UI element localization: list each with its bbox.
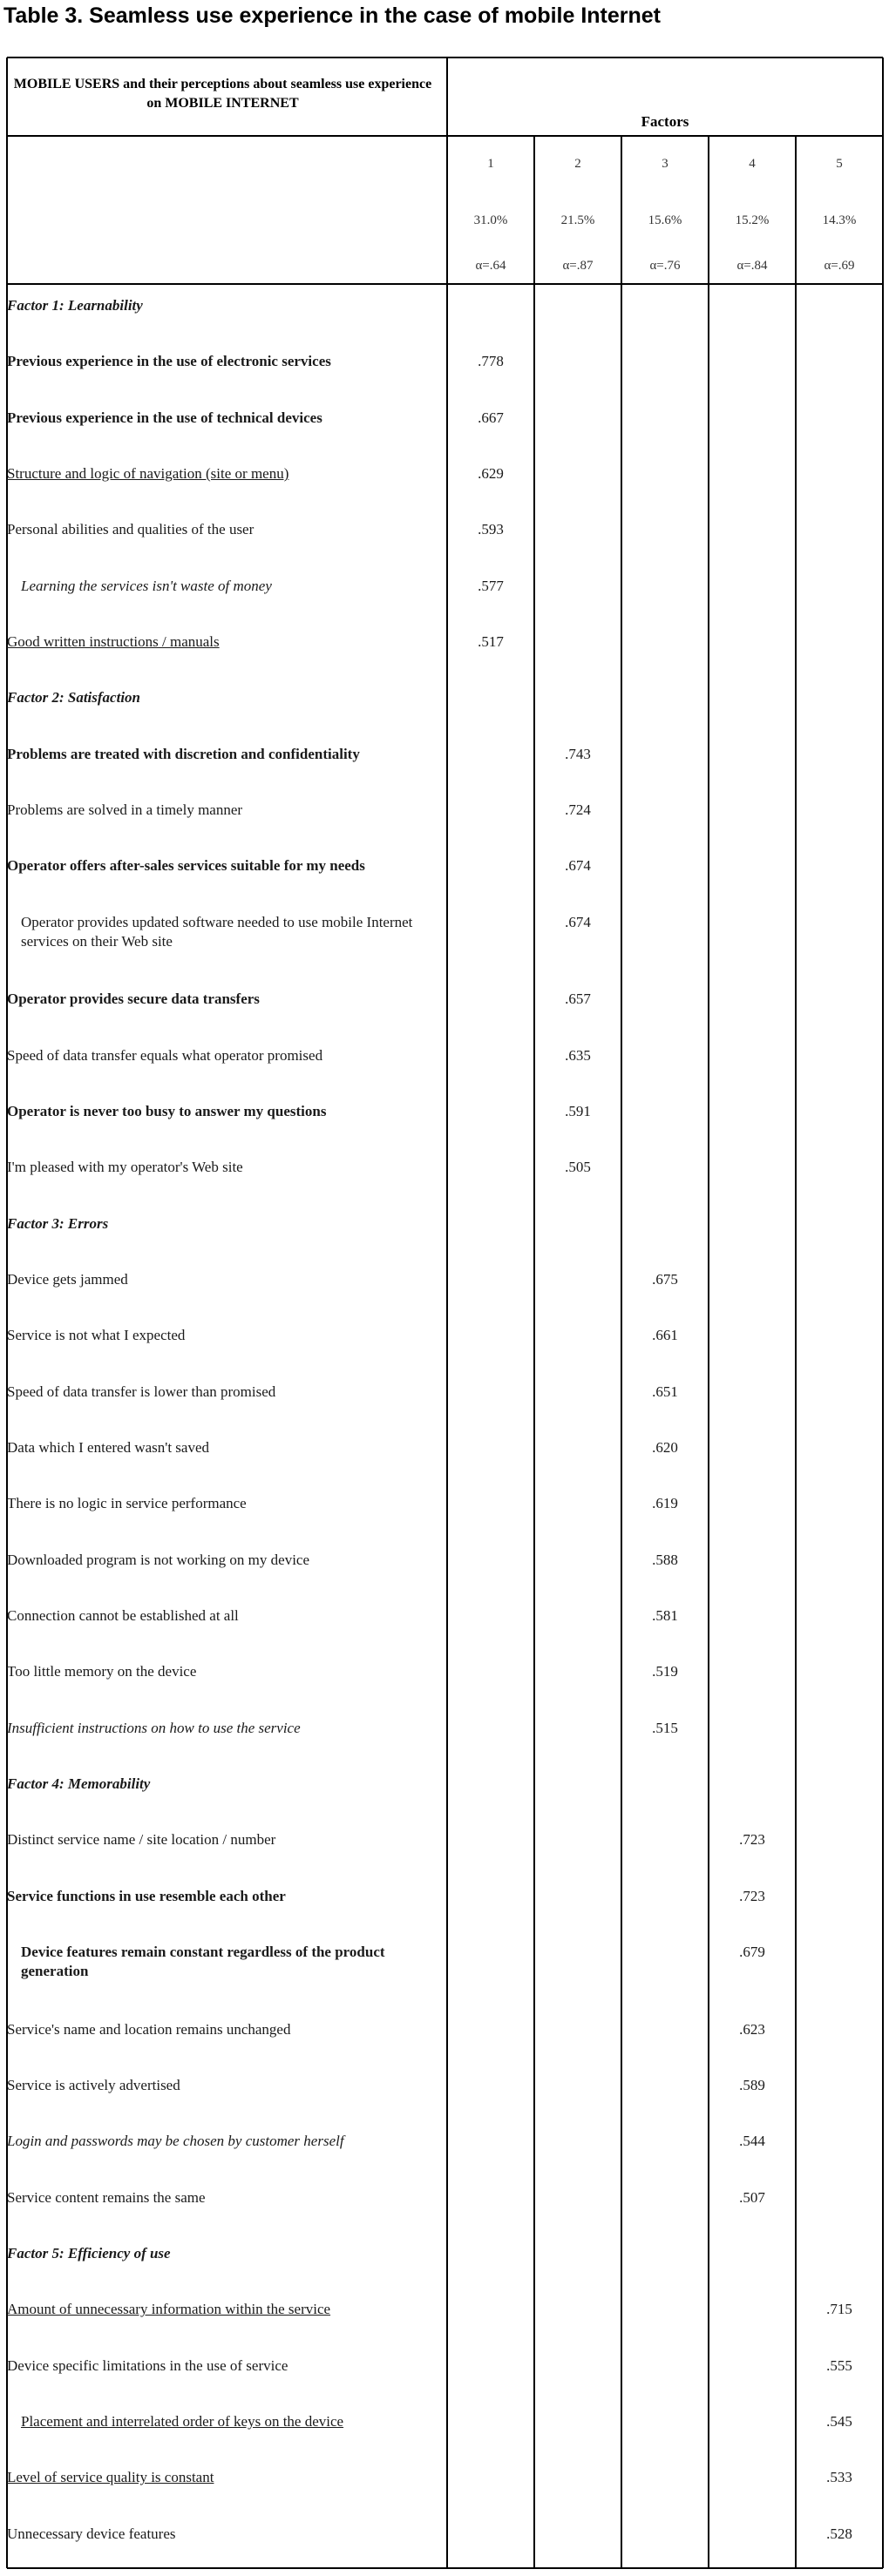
row-label: Problems are solved in a timely manner: [7, 801, 243, 819]
header-col-4-num: 4: [749, 157, 756, 171]
loading-value: .545: [826, 2412, 852, 2430]
loading-value: .778: [478, 353, 504, 370]
factor-heading: Factor 2: Satisfaction: [7, 689, 141, 707]
row-label: Personal abilities and qualities of the user: [7, 521, 254, 538]
header-col-5-variance: 14.3%: [822, 213, 857, 227]
loading-value: .507: [739, 2188, 765, 2206]
header-col-2-variance: 21.5%: [560, 213, 595, 227]
row-label: Good written instructions / manuals: [7, 633, 220, 651]
loading-value: .651: [652, 1383, 678, 1400]
row-label: Previous experience in the use of technical devices: [7, 409, 322, 426]
row-label: Unnecessary device features: [7, 2525, 176, 2542]
header-col-1-num: 1: [487, 157, 494, 171]
row-label: Placement and interrelated order of keys on the device: [21, 2412, 344, 2430]
row-label: Data which I entered wasn't saved: [7, 1439, 209, 1456]
row-label: Previous experience in the use of electronic services: [7, 353, 331, 370]
factor-heading: Factor 4: Memorability: [7, 1775, 151, 1793]
row-label: Login and passwords may be chosen by customer herself: [7, 2133, 344, 2150]
row-label: Operator provides updated software needed to use mobile Internet services on their Web site: [21, 913, 413, 950]
loading-value: .515: [652, 1719, 678, 1736]
loading-value: .591: [565, 1102, 591, 1119]
row-label: Learning the services isn't waste of money: [21, 577, 272, 594]
table-title: Table 3. Seamless use experience in the case of mobile Internet: [3, 3, 662, 28]
loading-value: .743: [565, 745, 591, 762]
loading-value: .667: [478, 409, 504, 426]
header-col-5-num: 5: [836, 157, 843, 171]
loading-value: .555: [826, 2356, 852, 2374]
loading-value: .674: [565, 857, 591, 875]
row-label: Operator provides secure data transfers: [7, 991, 260, 1008]
header-col-2-num: 2: [574, 157, 581, 171]
loading-value: .635: [565, 1046, 591, 1064]
loading-value: .519: [652, 1663, 678, 1680]
row-label: Operator is never too busy to answer my questions: [7, 1102, 327, 1119]
loading-value: .589: [739, 2076, 765, 2093]
header-col-3-alpha: α=.76: [649, 259, 681, 273]
row-label: Amount of unnecessary information within the service: [7, 2301, 331, 2318]
row-label: Insufficient instructions on how to use the service: [7, 1719, 301, 1736]
header-col-3-num: 3: [662, 157, 668, 171]
row-label: Service is actively advertised: [7, 2076, 180, 2093]
row-label: Structure and logic of navigation (site or menu): [7, 465, 289, 483]
loading-value: .577: [478, 577, 504, 594]
row-label: There is no logic in service performance: [7, 1495, 247, 1512]
row-label: Distinct service name / site location / number: [7, 1831, 276, 1849]
loading-value: .723: [739, 1831, 765, 1849]
row-label: Device gets jammed: [7, 1270, 128, 1288]
loading-value: .623: [739, 2020, 765, 2038]
loading-value: .629: [478, 465, 504, 483]
header-col-3-variance: 15.6%: [648, 213, 682, 227]
row-label: Service functions in use resemble each other: [7, 1887, 286, 1904]
row-label: I'm pleased with my operator's Web site: [7, 1159, 243, 1176]
factor-heading: Factor 3: Errors: [7, 1214, 109, 1232]
header-col-4-alpha: α=.84: [736, 259, 768, 273]
row-label: Device features remain constant regardless of the product generation: [21, 1944, 385, 1980]
factor-heading: Factor 5: Efficiency of use: [7, 2244, 171, 2262]
loading-value: .581: [652, 1607, 678, 1625]
loading-value: .619: [652, 1495, 678, 1512]
loading-value: .620: [652, 1439, 678, 1456]
loading-value: .674: [565, 913, 591, 930]
loading-value: .715: [826, 2301, 852, 2318]
row-label: Downloaded program is not working on my device: [7, 1551, 310, 1568]
header-col-1-alpha: α=.64: [475, 259, 506, 273]
row-label: Service's name and location remains unchanged: [7, 2020, 291, 2038]
loading-value: .675: [652, 1270, 678, 1288]
row-label: Device specific limitations in the use of service: [7, 2356, 288, 2374]
loading-value: .544: [739, 2133, 765, 2150]
loading-value: .528: [826, 2525, 852, 2542]
header-col-4-variance: 15.2%: [735, 213, 770, 227]
factors-label: Factors: [641, 113, 689, 130]
loading-value: .505: [565, 1159, 591, 1176]
row-label: Speed of data transfer is lower than promised: [7, 1383, 276, 1400]
row-label: Connection cannot be established at all: [7, 1607, 239, 1625]
row-label: Too little memory on the device: [7, 1663, 197, 1680]
loading-value: .517: [478, 633, 504, 651]
header-col-1-variance: 31.0%: [473, 213, 508, 227]
loading-value: .533: [826, 2469, 852, 2486]
header-left-label: MOBILE USERS and their perceptions about seamless use experience on MOBILE INTERNET: [13, 77, 432, 111]
header-col-5-alpha: α=.69: [824, 259, 855, 273]
row-label: Service content remains the same: [7, 2188, 206, 2206]
factor-heading: Factor 1: Learnability: [7, 297, 143, 314]
loading-value: .724: [565, 801, 591, 819]
loading-value: .657: [565, 991, 591, 1008]
row-label: Problems are treated with discretion and confidentiality: [7, 745, 360, 762]
row-label: Operator offers after-sales services suitable for my needs: [7, 857, 365, 875]
row-label: Speed of data transfer equals what operator promised: [7, 1046, 323, 1064]
loading-value: .661: [652, 1327, 678, 1344]
loading-value: .588: [652, 1551, 678, 1568]
loading-value: .593: [478, 521, 504, 538]
loading-value: .723: [739, 1887, 765, 1904]
loading-value: .679: [739, 1944, 765, 1961]
row-label: Level of service quality is constant: [7, 2469, 214, 2486]
row-label: Service is not what I expected: [7, 1327, 186, 1344]
header-col-2-alpha: α=.87: [562, 259, 594, 273]
